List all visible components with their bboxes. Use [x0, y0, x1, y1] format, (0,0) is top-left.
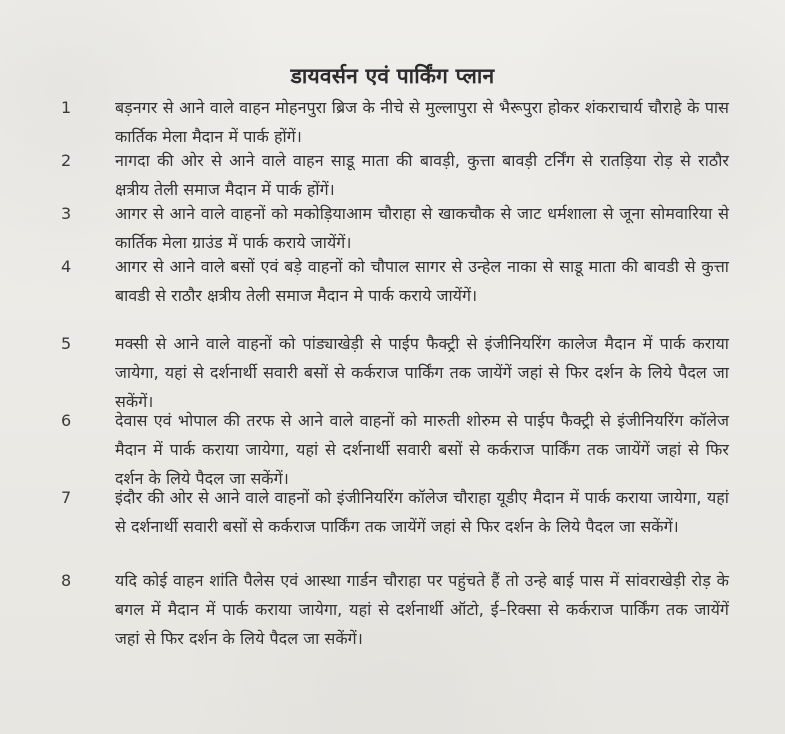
item-text: यदि कोई वाहन शांति पैलेस एवं आस्था गार्डन चौराहा पर पहुंचते हैं तो उन्हे बाई पास में सांवराखेड़ी रोड़ के बगल में मैदान में पार्क कराया जायेगा, यहां से दर्शनार्थी ऑटो, ई–रिक्सा से कर्कराज पार्किंग तक जायेंगें जहां से फिर दर्शन के लिये पैदल जा सकेंगें।: [115, 571, 729, 648]
item-number: 3: [61, 204, 72, 223]
item-number: 6: [61, 411, 72, 430]
item-text: मक्सी से आने वाले वाहनों को पांड्याखेड़ी से पाईप फैक्ट्री से इंजीनियरिंग कालेज मैदान में पार्क कराया जायेगा, यहां से दर्शनार्थी सवारी बसों से कर्कराज पार्किंग तक जायेंगें जहां से फिर दर्शन के लिये पैदल जा सकेंगें।: [115, 334, 729, 411]
item-text: बड़नगर से आने वाले वाहन मोहनपुरा ब्रिज के नीचे से मुल्लापुरा से भैरूपुरा होकर शंकराचार्य चौराहे के पास कार्तिक मेला मैदान में पार्क होंगें।: [115, 98, 729, 146]
item-number: 8: [61, 571, 72, 590]
item-number: 7: [61, 488, 72, 507]
item-number: 5: [61, 334, 72, 353]
item-text: नागदा की ओर से आने वाले वाहन साडू माता की बावड़ी, कुत्ता बावड़ी टर्निंग से रातड़िया रोड़ से राठौर क्षत्रीय तेली समाज मैदान में पार्क होंगें।: [115, 151, 729, 199]
item-text: देवास एवं भोपाल की तरफ से आने वाले वाहनों को मारुती शोरुम से पाईप फैक्ट्री से इंजीनियरिंग कॉलेज मैदान में पार्क कराया जायेगा, यहां से दर्शनार्थी सवारी बसों से कर्कराज पार्किंग तक जायेंगें जहां से फिर दर्शन के लिये पैदल जा सकेंगें।: [115, 411, 729, 488]
item-text: आगर से आने वाले बसों एवं बड़े वाहनों को चौपाल सागर से उन्हेल नाका से साडू माता की बावडी से कुत्ता बावडी से राठौर क्षत्रीय तेली समाज मैदान मे पार्क कराये जायेंगें।: [115, 257, 729, 305]
item-text: इंदौर की ओर से आने वाले वाहनों को इंजीनियरिंग कॉलेज चौराहा यूडीए मैदान में पार्क कराया जायेगा, यहां से दर्शनार्थी सवारी बसों से कर्कराज पार्किंग तक जायेंगें जहां से फिर दर्शन के लिये पैदल जा सकेंगें।: [115, 488, 729, 536]
document-title: डायवर्सन एवं पार्किंग प्लान: [290, 64, 495, 88]
item-number: 4: [61, 257, 72, 276]
item-number: 1: [61, 98, 72, 117]
item-text: आगर से आने वाले वाहनों को मकोड़ियाआम चौराहा से खाकचौक से जाट धर्मशाला से जूना सोमवारिया से कार्तिक मेला ग्राउंड में पार्क कराये जायेंगें।: [115, 204, 729, 252]
item-number: 2: [61, 151, 72, 170]
